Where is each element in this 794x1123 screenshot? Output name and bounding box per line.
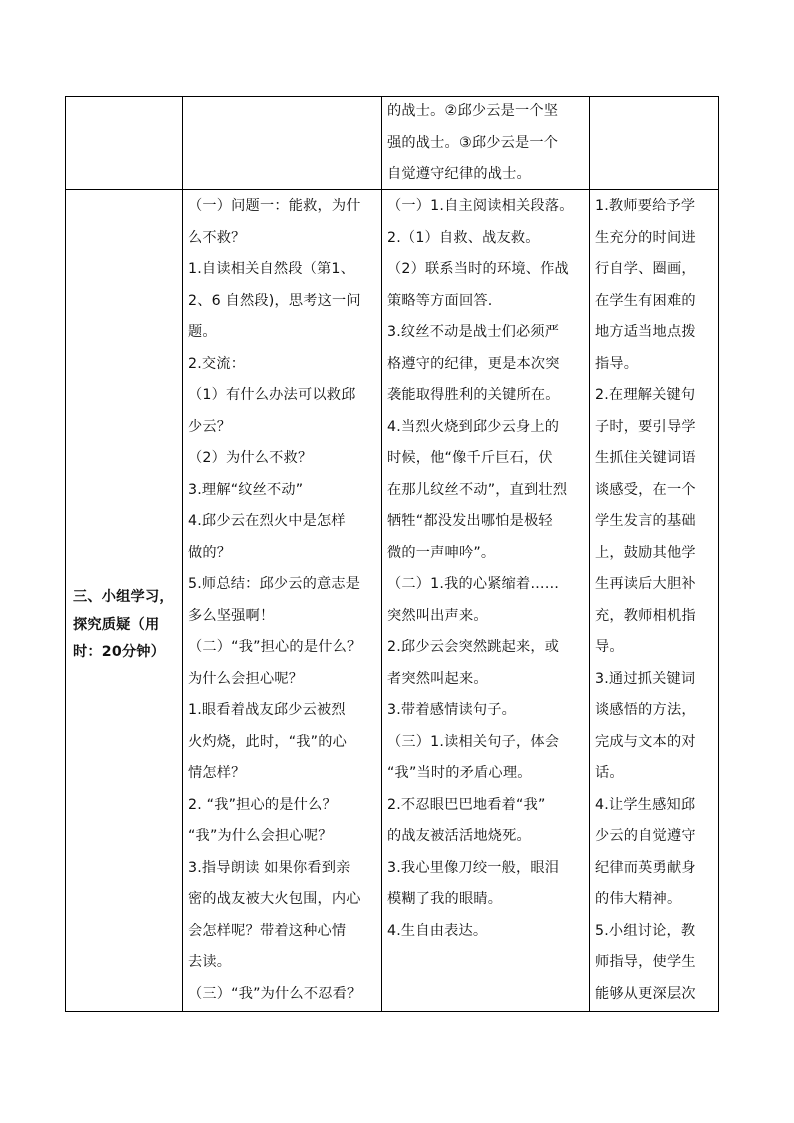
cell-line: 会怎样呢？带着这种心情	[188, 922, 347, 939]
col-divider	[718, 96, 719, 1012]
cell-line: （1）有什么办法可以救邱	[188, 387, 356, 403]
cell-line: 强的战士。③邱少云是一个	[387, 134, 559, 151]
cell-line: 3.通过抓关键词	[595, 670, 696, 687]
cell-line: 行自学、圈画，	[595, 261, 696, 277]
cell-line: 3.带着感情读句子。	[387, 702, 517, 718]
cell-line: 突然叫出声来。	[387, 607, 488, 624]
cell-line: 3.指导朗读 如果你看到亲	[188, 859, 351, 876]
cell-line: 的战友被活活地烧死。	[387, 828, 531, 844]
cell-line: （2）联系当时的环境、作战	[387, 261, 569, 277]
cell-line: （一）1.自主阅读相关段落。	[387, 198, 574, 214]
cell-line: （三）1.读相关句子，体会	[387, 733, 560, 750]
cell-line: 学生发言的基础	[595, 513, 696, 529]
student-activity-cell	[387, 191, 574, 947]
cell-line: 格遵守的纪律，更是本次突	[387, 355, 560, 372]
cell-line: 为什么会担心呢？	[188, 670, 304, 687]
cell-line: （二）1.我的心紧缩着……	[387, 576, 560, 592]
cell-line: 的战士。②邱少云是一个坚	[387, 103, 559, 119]
cell-line: 2.交流：	[188, 355, 246, 372]
cell-line: 生再读后大胆补	[595, 576, 696, 592]
cell-line: 时候，他“像千斤巨石，伏	[387, 450, 553, 466]
cell-line: 么不救？	[188, 229, 246, 246]
cell-line: 谈感受，在一个	[595, 481, 696, 498]
cell-line: 3.我心里像刀绞一般，眼泪	[387, 859, 560, 876]
cell-line: 4.让学生感知邱	[595, 796, 696, 813]
cell-line: 情怎样？	[188, 765, 246, 781]
cell-line: 少云的自觉遵守	[595, 828, 696, 844]
top-row-student-cell	[387, 96, 558, 191]
cell-line: 纪律而英勇献身	[595, 859, 696, 876]
col-divider	[182, 96, 183, 1012]
cell-line: （二）“我”担心的是什么？	[188, 639, 362, 655]
cell-line: 导。	[595, 639, 624, 655]
cell-line: “我”当时的矛盾心理。	[387, 765, 532, 781]
cell-line: 5.小组讨论，教	[595, 922, 696, 939]
cell-line: 2.不忍眼巴巴地看着“我”	[387, 796, 546, 813]
cell-line: 4.生自由表达。	[387, 922, 488, 939]
stage-line: 时：20分钟）	[73, 644, 166, 661]
cell-line: 在那儿纹丝不动”，直到壮烈	[387, 481, 568, 498]
cell-line: 4.当烈火烧到邱少云身上的	[387, 418, 560, 435]
cell-line: 微的一声呻吟”。	[387, 544, 496, 561]
stage-line: 三、小组学习，	[73, 589, 174, 605]
cell-line: 做的？	[188, 544, 232, 561]
cell-line: 2、6 自然段)，思考这一问	[188, 292, 361, 309]
cell-line: 火灼烧，此时，“我”的心	[188, 733, 347, 750]
cell-line: 1.自读相关自然段（第1、	[188, 261, 356, 277]
cell-line: （三）“我”为什么不忍看？	[188, 985, 362, 1002]
cell-line: 完成与文本的对	[595, 733, 696, 750]
stage-label	[65, 584, 183, 667]
cell-line: 3.纹丝不动是战士们必须严	[387, 324, 560, 340]
teacher-activity-cell	[188, 191, 361, 1010]
cell-line: 2.（1）自救、战友救。	[387, 229, 540, 246]
cell-line: 师指导，使学生	[595, 954, 696, 970]
cell-line: 自觉遵守纪律的战士。	[387, 166, 531, 182]
cell-line: 能够从更深层次	[595, 985, 696, 1002]
cell-line: 4.邱少云在烈火中是怎样	[188, 513, 346, 529]
cell-line: 者突然叫起来。	[387, 670, 488, 687]
cell-line: 1.教师要给予学	[595, 198, 696, 214]
cell-line: 题。	[188, 324, 217, 340]
cell-line: 密的战友被大火包围，内心	[188, 891, 361, 907]
cell-line: 5.师总结：邱少云的意志是	[188, 576, 361, 592]
cell-line: 多么坚强啊！	[188, 607, 275, 624]
cell-line: 2.邱少云会突然跳起来，或	[387, 639, 560, 655]
cell-line: 牺牲“都没发出哪怕是极轻	[387, 513, 553, 529]
cell-line: 模糊了我的眼睛。	[387, 891, 503, 907]
cell-line: 生抓住关键词语	[595, 450, 696, 466]
cell-line: 子时，要引导学	[595, 418, 696, 435]
cell-line: 话。	[595, 765, 624, 781]
cell-line: （2）为什么不救？	[188, 450, 313, 466]
design-notes-cell	[595, 191, 696, 1010]
cell-line: 的伟大精神。	[595, 891, 682, 907]
cell-line: 指导。	[595, 355, 639, 372]
col-divider	[589, 96, 590, 1012]
cell-line: 去读。	[188, 954, 232, 970]
cell-line: 2. “我”担心的是什么？	[188, 796, 337, 813]
lesson-plan-table	[65, 96, 719, 1012]
cell-line: 1.眼看着战友邱少云被烈	[188, 702, 346, 718]
cell-line: 2.在理解关键句	[595, 387, 696, 403]
cell-line: 谈感悟的方法，	[595, 702, 696, 718]
cell-line: （一）问题一：能救，为什	[188, 198, 361, 214]
cell-line: 少云？	[188, 418, 232, 435]
col-divider	[381, 96, 382, 1012]
cell-line: 上，鼓励其他学	[595, 544, 696, 561]
table-border-bottom	[65, 1011, 719, 1012]
cell-line: 3.理解“纹丝不动”	[188, 481, 304, 498]
cell-line: 生充分的时间进	[595, 229, 696, 246]
cell-line: 地方适当地点拨	[595, 324, 696, 340]
cell-line: 袭能取得胜利的关键所在。	[387, 387, 560, 403]
cell-line: “我”为什么会担心呢？	[188, 828, 333, 844]
cell-line: 充，教师相机指	[595, 607, 696, 624]
col-divider	[65, 96, 66, 1012]
stage-line: 探究质疑（用	[73, 616, 160, 633]
cell-line: 在学生有困难的	[595, 292, 696, 309]
cell-line: 策略等方面回答.	[387, 292, 493, 309]
